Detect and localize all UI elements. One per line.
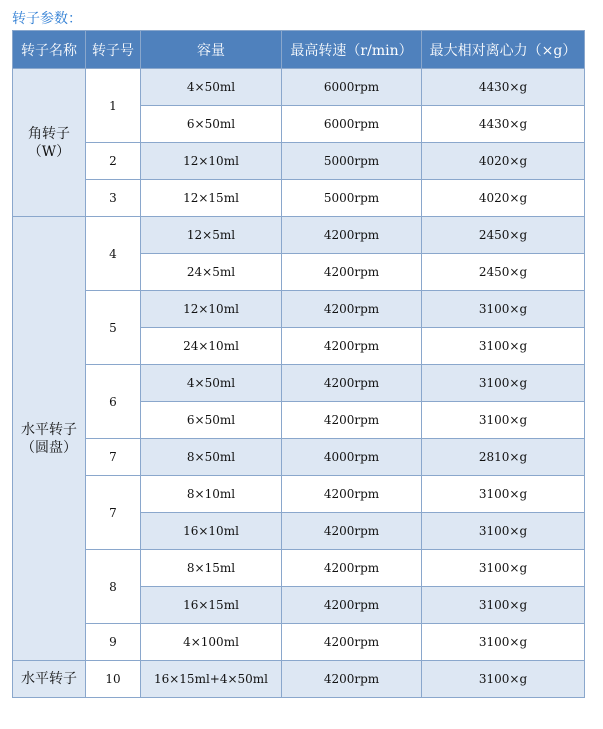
capacity-cell: 24×10ml (141, 328, 282, 365)
max-rcf-cell: 3100×g (422, 624, 585, 661)
header-capacity: 容量 (141, 31, 282, 69)
max-speed-cell: 4200rpm (282, 217, 422, 254)
max-rcf-cell: 4020×g (422, 143, 585, 180)
page-title: 转子参数： (12, 11, 82, 27)
header-rotor-number: 转子号 (86, 31, 141, 69)
max-rcf-cell: 2450×g (422, 254, 585, 291)
max-speed-cell: 4200rpm (282, 365, 422, 402)
max-rcf-cell: 2450×g (422, 217, 585, 254)
capacity-cell: 12×5ml (141, 217, 282, 254)
capacity-cell: 24×5ml (141, 254, 282, 291)
max-speed-cell: 4200rpm (282, 402, 422, 439)
header-max-speed: 最高转速（r/min） (282, 31, 422, 69)
table-row (13, 476, 585, 513)
rotor-parameters-table (12, 30, 585, 698)
max-rcf-cell: 3100×g (422, 365, 585, 402)
max-speed-cell: 4200rpm (282, 661, 422, 698)
max-speed-cell: 4200rpm (282, 291, 422, 328)
table-row (13, 550, 585, 587)
max-rcf-cell: 3100×g (422, 402, 585, 439)
max-speed-cell: 4200rpm (282, 476, 422, 513)
capacity-cell: 12×10ml (141, 291, 282, 328)
rotor-number-cell: 9 (86, 624, 141, 661)
max-rcf-cell: 3100×g (422, 476, 585, 513)
table-row (13, 217, 585, 254)
capacity-cell: 6×50ml (141, 106, 282, 143)
capacity-cell: 4×50ml (141, 69, 282, 106)
max-rcf-cell: 4430×g (422, 106, 585, 143)
table-row (13, 291, 585, 328)
table-row (13, 365, 585, 402)
capacity-cell: 4×100ml (141, 624, 282, 661)
table-body (13, 69, 585, 698)
table-header-row (13, 31, 585, 69)
capacity-cell: 6×50ml (141, 402, 282, 439)
rotor-number-cell: 10 (86, 661, 141, 698)
rotor-number-cell: 3 (86, 180, 141, 217)
table-row (13, 143, 585, 180)
capacity-cell: 8×15ml (141, 550, 282, 587)
max-speed-cell: 5000rpm (282, 143, 422, 180)
capacity-cell: 16×10ml (141, 513, 282, 550)
max-rcf-cell: 3100×g (422, 328, 585, 365)
capacity-cell: 8×50ml (141, 439, 282, 476)
max-speed-cell: 4000rpm (282, 439, 422, 476)
max-rcf-cell: 3100×g (422, 291, 585, 328)
rotor-name-cell: 水平转子 (13, 661, 86, 698)
max-speed-cell: 4200rpm (282, 328, 422, 365)
rotor-number-cell: 4 (86, 217, 141, 291)
rotor-name-cell: 水平转子（圆盘） (13, 217, 86, 661)
rotor-number-cell: 7 (86, 439, 141, 476)
max-speed-cell: 6000rpm (282, 106, 422, 143)
max-rcf-cell: 3100×g (422, 587, 585, 624)
max-rcf-cell: 2810×g (422, 439, 585, 476)
max-rcf-cell: 3100×g (422, 550, 585, 587)
max-speed-cell: 4200rpm (282, 587, 422, 624)
capacity-cell: 4×50ml (141, 365, 282, 402)
table-row (13, 661, 585, 698)
rotor-number-cell: 6 (86, 365, 141, 439)
rotor-number-cell: 1 (86, 69, 141, 143)
table-row (13, 439, 585, 476)
max-speed-cell: 4200rpm (282, 254, 422, 291)
max-rcf-cell: 3100×g (422, 513, 585, 550)
max-rcf-cell: 3100×g (422, 661, 585, 698)
table-row (13, 624, 585, 661)
max-speed-cell: 4200rpm (282, 550, 422, 587)
capacity-cell: 16×15ml+4×50ml (141, 661, 282, 698)
rotor-number-cell: 7 (86, 476, 141, 550)
rotor-number-cell: 8 (86, 550, 141, 624)
capacity-cell: 16×15ml (141, 587, 282, 624)
capacity-cell: 12×10ml (141, 143, 282, 180)
rotor-number-cell: 5 (86, 291, 141, 365)
max-speed-cell: 5000rpm (282, 180, 422, 217)
header-rotor-name: 转子名称 (13, 31, 86, 69)
rotor-name-cell: 角转子（W） (13, 69, 86, 217)
header-max-rcf: 最大相对离心力（×g） (422, 31, 585, 69)
table-row (13, 69, 585, 106)
max-rcf-cell: 4020×g (422, 180, 585, 217)
max-speed-cell: 6000rpm (282, 69, 422, 106)
rotor-number-cell: 2 (86, 143, 141, 180)
table-row (13, 180, 585, 217)
max-speed-cell: 4200rpm (282, 624, 422, 661)
max-rcf-cell: 4430×g (422, 69, 585, 106)
capacity-cell: 8×10ml (141, 476, 282, 513)
capacity-cell: 12×15ml (141, 180, 282, 217)
max-speed-cell: 4200rpm (282, 513, 422, 550)
